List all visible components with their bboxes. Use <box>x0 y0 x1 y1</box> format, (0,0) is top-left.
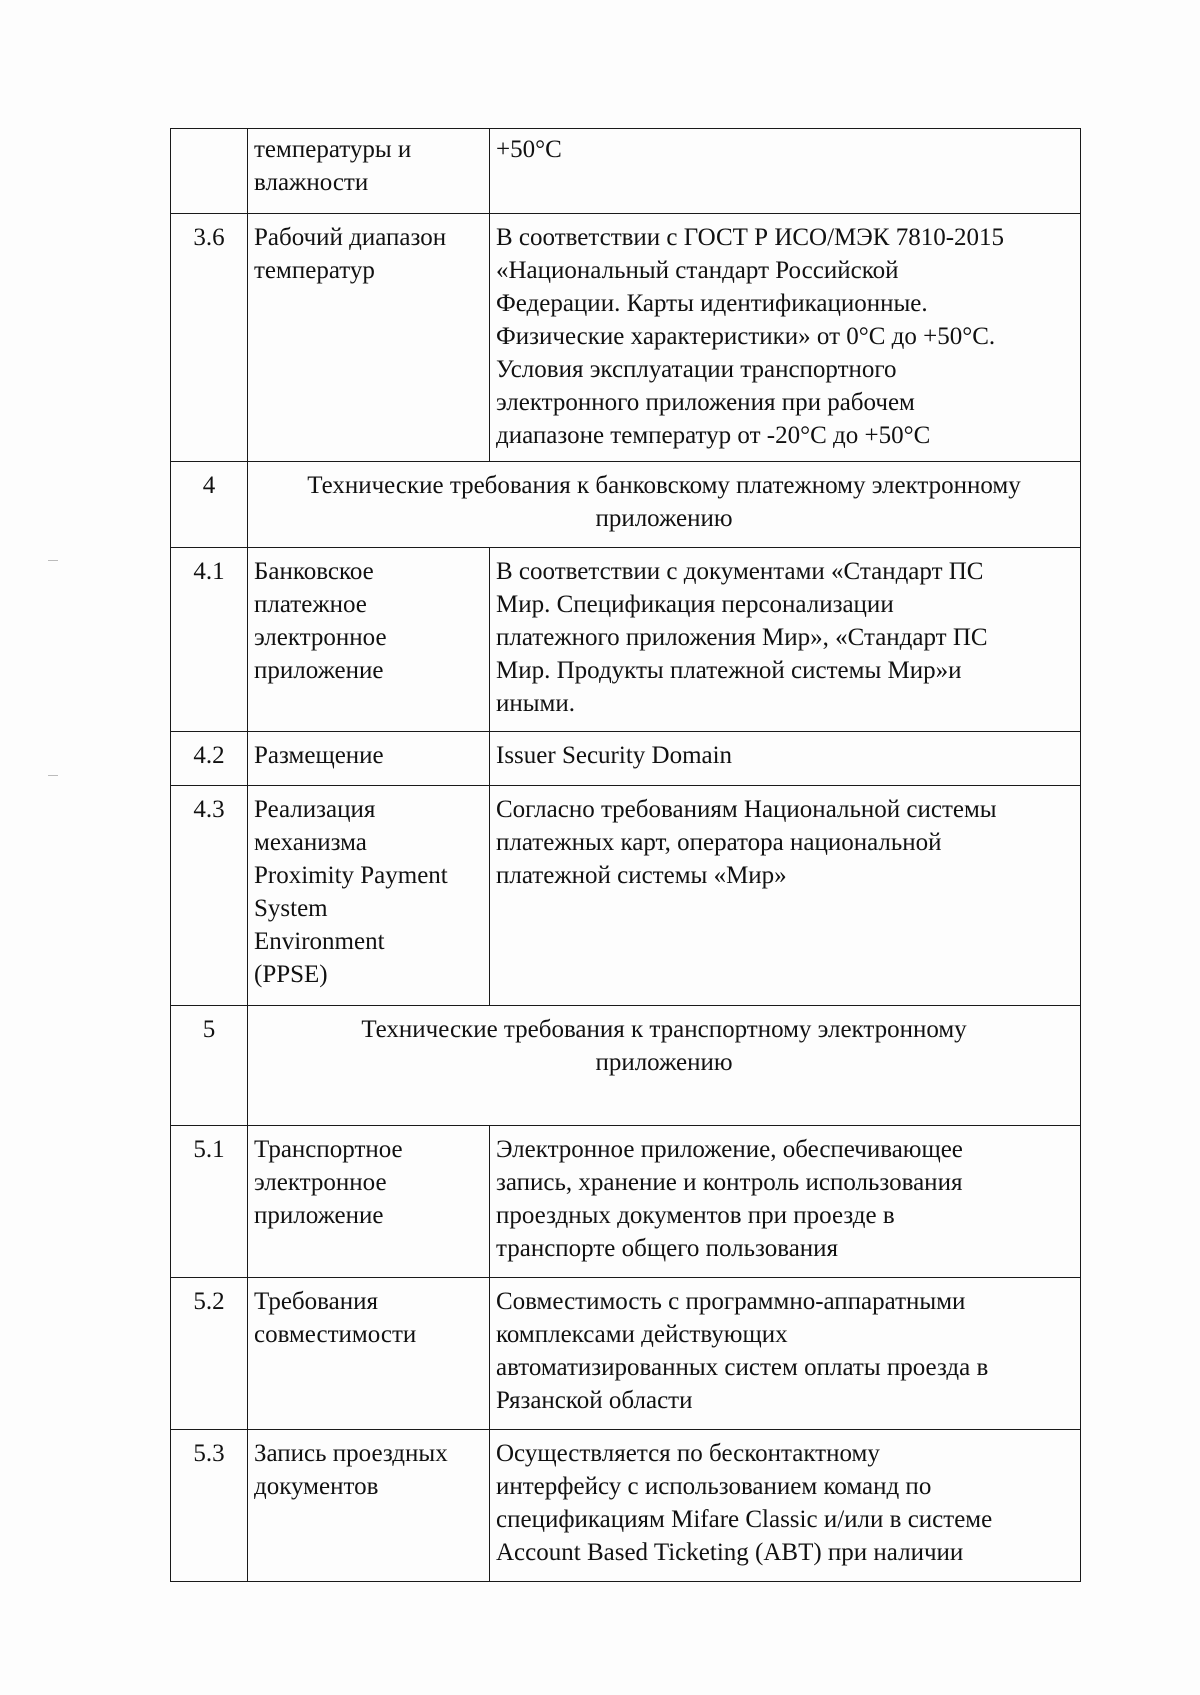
table-row <box>171 1278 1081 1430</box>
parameter-name: Размещение <box>248 732 490 786</box>
row-number: 4.3 <box>171 786 248 1006</box>
row-number: 4.2 <box>171 732 248 786</box>
parameter-name: Рабочий диапазон температур <box>248 214 490 462</box>
parameter-name: Реализация механизма Proximity Payment System Environment (PPSE) <box>248 786 490 1006</box>
section-row <box>171 1006 1081 1126</box>
section-title: Технические требования к транспортному электронному приложению <box>248 1006 1081 1126</box>
parameter-name: Запись проездных документов <box>248 1430 490 1582</box>
scan-margin-mark <box>48 775 58 776</box>
parameter-name: Транспортное электронное приложение <box>248 1126 490 1278</box>
section-number: 4 <box>171 462 248 548</box>
row-number: 5.3 <box>171 1430 248 1582</box>
table-row <box>171 1126 1081 1278</box>
parameter-value: Осуществляется по бесконтактному интерфейсу с использованием команд по спецификациям Mifare Classic и/или в системе Account Based Ticketing (ABT) при наличии <box>490 1430 1081 1582</box>
row-number: 3.6 <box>171 214 248 462</box>
parameter-value: Issuer Security Domain <box>490 732 1081 786</box>
table-row <box>171 1430 1081 1582</box>
parameter-value: Электронное приложение, обеспечивающее запись, хранение и контроль использования проездных документов при проезде в транспорте общего пользования <box>490 1126 1081 1278</box>
parameter-value: Согласно требованиям Национальной системы платежных карт, оператора национальной платежной системы «Мир» <box>490 786 1081 1006</box>
row-number <box>171 129 248 214</box>
table-row <box>171 732 1081 786</box>
table-row <box>171 548 1081 732</box>
row-number: 5.1 <box>171 1126 248 1278</box>
scan-margin-mark <box>48 560 58 561</box>
table-row <box>171 214 1081 462</box>
parameter-name: Банковское платежное электронное приложение <box>248 548 490 732</box>
section-number: 5 <box>171 1006 248 1126</box>
parameter-name: Требования совместимости <box>248 1278 490 1430</box>
table-row <box>171 786 1081 1006</box>
section-row <box>171 462 1081 548</box>
table-row <box>171 129 1081 214</box>
parameter-value: В соответствии с документами «Стандарт ПС Мир. Спецификация персонализации платежного приложения Мир», «Стандарт ПС Мир. Продукты платежной системы Мир»и иными. <box>490 548 1081 732</box>
row-number: 4.1 <box>171 548 248 732</box>
parameter-name: температуры и влажности <box>248 129 490 214</box>
requirements-table <box>170 128 1081 1582</box>
parameter-value: Совместимость с программно-аппаратными комплексами действующих автоматизированных систем оплаты проезда в Рязанской области <box>490 1278 1081 1430</box>
parameter-value: +50°C <box>490 129 1081 214</box>
row-number: 5.2 <box>171 1278 248 1430</box>
parameter-value: В соответствии с ГОСТ Р ИСО/МЭК 7810-2015 «Национальный стандарт Российской Федерации. Карты идентификационные. Физические характеристики» от 0°C до +50°C. Условия эксплуатации транспортного электронного приложения при рабочем диапазоне температур от -20°C до +50°C <box>490 214 1081 462</box>
section-title: Технические требования к банковскому платежному электронному приложению <box>248 462 1081 548</box>
